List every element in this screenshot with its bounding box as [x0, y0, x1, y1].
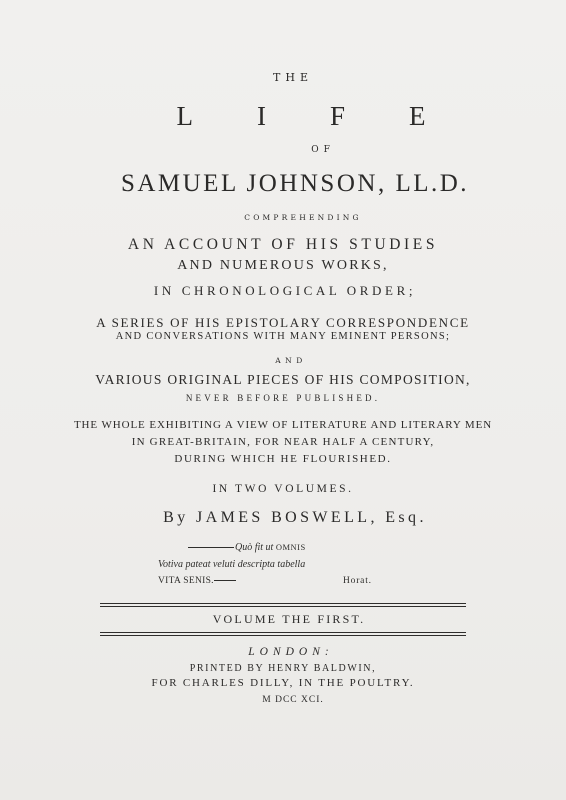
- never-published-line: NEVER BEFORE PUBLISHED.: [185, 393, 381, 403]
- imprint-publisher: FOR CHARLES DILLY, IN THE POULTRY.: [151, 677, 415, 689]
- account-line: AN ACCOUNT OF HIS STUDIES: [127, 236, 439, 253]
- rule-bottom-1: [100, 632, 466, 633]
- epigraph-line-2: Votiva pateat veluti descripta tabella: [158, 559, 306, 570]
- conversations-line: AND CONVERSATIONS WITH MANY EMINENT PERSONS;: [115, 331, 451, 342]
- various-line: VARIOUS ORIGINAL PIECES OF HIS COMPOSITION,: [95, 372, 471, 387]
- imprint-city: LONDON:: [248, 646, 334, 658]
- rule-top-2: [100, 606, 466, 607]
- rule-top-1: [100, 603, 466, 604]
- comprehending-label: COMPREHENDING: [244, 213, 362, 222]
- epigraph-omnis: OMNIS: [275, 542, 306, 552]
- whole-exhibiting-line: THE WHOLE EXHIBITING A VIEW OF LITERATURE AND LITERARY MEN: [73, 419, 493, 431]
- volume-label: VOLUME THE FIRST.: [212, 612, 366, 626]
- and-label: AND: [275, 356, 307, 365]
- title-of: OF: [311, 145, 335, 155]
- subject-name: SAMUEL JOHNSON, LL.D.: [120, 170, 470, 197]
- epigraph-dash-2: [214, 580, 236, 581]
- epigraph-dash: [188, 547, 234, 548]
- epigraph-vita: VITA SENIS.: [158, 576, 214, 586]
- series-line: A SERIES OF HIS EPISTOLARY CORRESPONDENCE: [96, 315, 470, 330]
- title-life: LIFE: [176, 101, 490, 131]
- rule-bottom-2: [100, 635, 466, 636]
- great-britain-line: IN GREAT-BRITAIN, FOR NEAR HALF A CENTURY,: [131, 436, 435, 448]
- epigraph-line-3: [158, 577, 236, 587]
- during-line: DURING WHICH HE FLOURISHED.: [174, 453, 392, 465]
- epigraph-attribution: Horat.: [343, 576, 372, 586]
- chronological-line: IN CHRONOLOGICAL ORDER;: [153, 283, 417, 298]
- imprint-printer: PRINTED BY HENRY BALDWIN,: [189, 663, 377, 674]
- epigraph-line-1: [188, 543, 306, 553]
- epigraph-italic: Quò fit ut: [235, 542, 274, 553]
- title-the: THE: [273, 71, 313, 84]
- numerous-works-line: AND NUMEROUS WORKS,: [177, 258, 389, 273]
- author-line: By JAMES BOSWELL, Esq.: [163, 509, 427, 526]
- volumes-line: IN TWO VOLUMES.: [212, 483, 354, 495]
- imprint-date: M DCC XCI.: [262, 695, 324, 705]
